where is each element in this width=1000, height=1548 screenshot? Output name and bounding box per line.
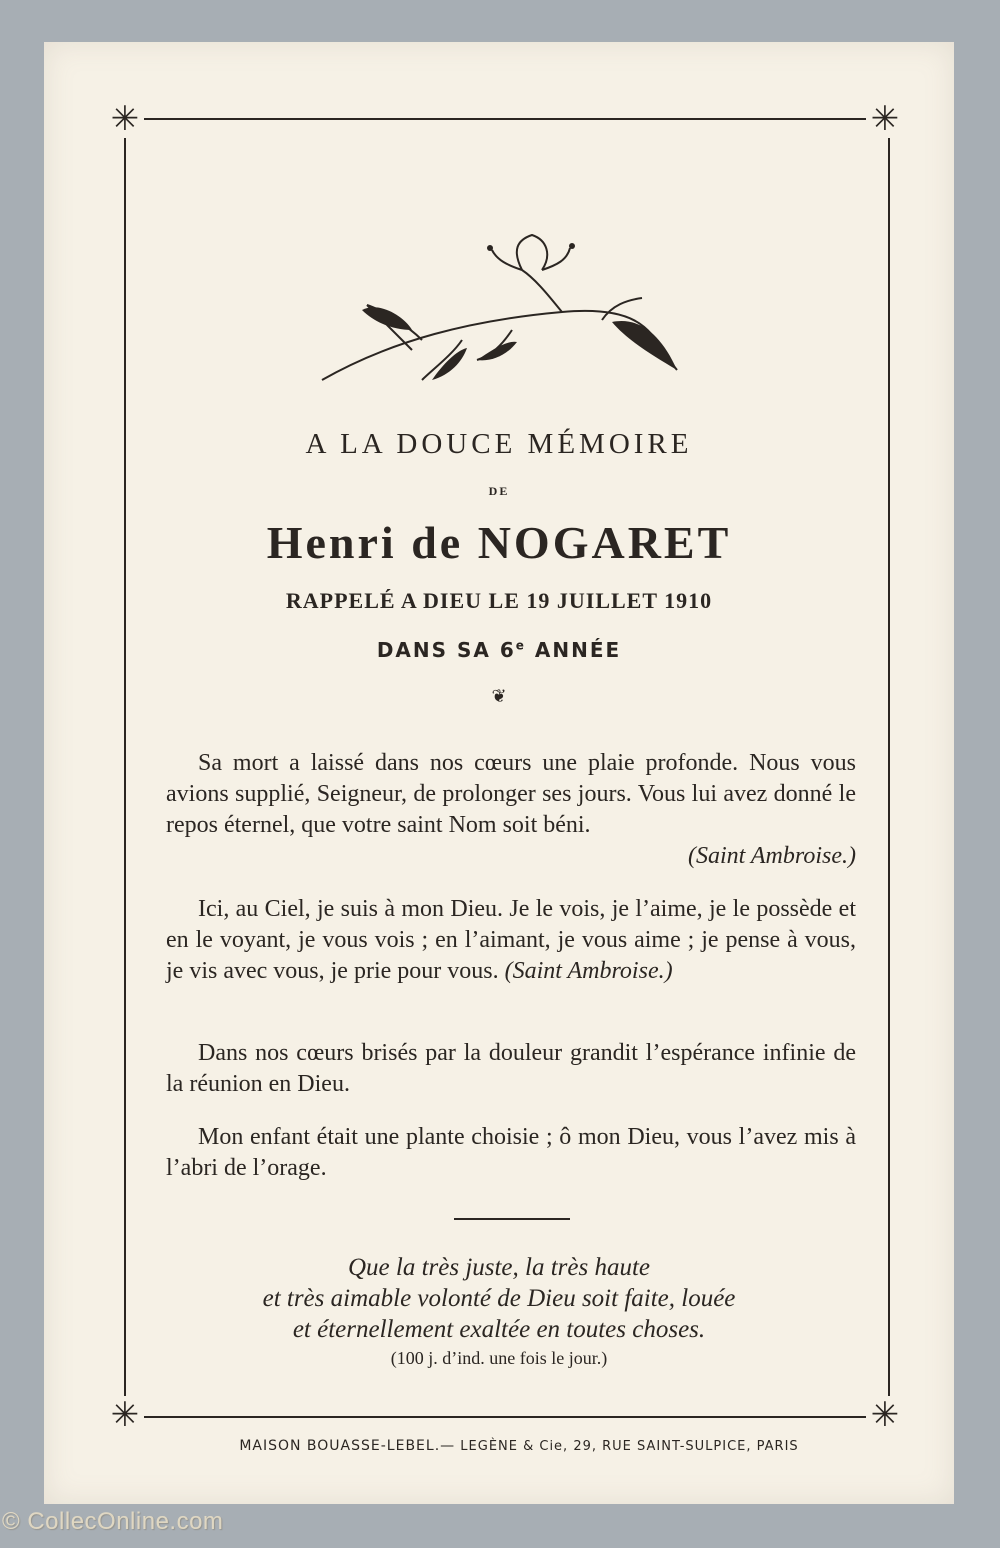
deceased-name: Henri de NOGARET	[266, 517, 732, 568]
age-superscript: e	[515, 638, 526, 653]
title-memoire: A LA DOUCE MÉMOIRE	[305, 428, 693, 460]
divider-rule	[454, 1218, 570, 1220]
corner-ornament-icon: ✳	[106, 1396, 144, 1434]
corner-ornament-icon: ✳	[866, 1396, 904, 1434]
citation-1: (Saint Ambroise.)	[688, 843, 856, 869]
age-line	[44, 638, 954, 662]
fleuron-icon: ❦	[491, 686, 507, 707]
age-suffix: ANNÉE	[525, 638, 622, 662]
corner-ornament-icon: ✳	[866, 100, 904, 138]
memorial-card	[44, 42, 954, 1504]
paragraph-1	[166, 748, 856, 872]
watermark	[2, 1508, 223, 1542]
death-date-line: RAPPELÉ A DIEU LE 19 JUILLET 1910	[285, 588, 713, 613]
paragraph-2-text: Ici, au Ciel, je suis à mon Dieu. Je le vois, je l’aime, je le possède et en le voyant, je vous vois ; en l’aimant, je vous aime ; je pense à vous, je vis avec vous, je prie pour vous.	[166, 896, 856, 984]
citation-2: (Saint Ambroise.)	[504, 958, 673, 984]
paragraph-4	[166, 1122, 856, 1184]
prayer-line-1: Que la très juste, la très haute	[347, 1254, 651, 1281]
printer-main: MAISON BOUASSE-LEBEL.—	[239, 1438, 456, 1454]
printer-rest: LEGÈNE & Cie, 29, RUE SAINT-SULPICE, PARIS	[455, 1439, 799, 1454]
paragraph-2	[166, 894, 856, 987]
title-de: DE	[488, 484, 510, 498]
prayer-line-3: et éternellement exaltée en toutes choses.	[292, 1316, 706, 1343]
lily-branch-icon	[312, 230, 692, 390]
printer-credit	[194, 1438, 844, 1454]
watermark-text: © CollecOnline.com	[2, 1508, 224, 1535]
age-prefix: DANS SA 6	[376, 638, 516, 662]
prayer-line-2: et très aimable volonté de Dieu soit faite, louée	[262, 1285, 736, 1312]
paragraph-3	[166, 1038, 856, 1100]
paragraph-3-text: Dans nos cœurs brisés par la douleur grandit l’espérance infinie de la réunion en Dieu.	[166, 1040, 856, 1097]
paragraph-4-text: Mon enfant était une plante choisie ; ô mon Dieu, vous l’avez mis à l’abri de l’orage.	[166, 1124, 856, 1181]
paragraph-2-wrap	[166, 894, 856, 987]
indulgence-note: (100 j. d’ind. une fois le jour.)	[390, 1348, 608, 1368]
corner-ornament-icon: ✳	[106, 100, 144, 138]
paragraph-1-text: Sa mort a laissé dans nos cœurs une plaie profonde. Nous vous avions supplié, Seigneur, de prolonger ses jours. Vous lui avez donné le repos éternel, que votre saint Nom soit béni.	[166, 750, 856, 838]
